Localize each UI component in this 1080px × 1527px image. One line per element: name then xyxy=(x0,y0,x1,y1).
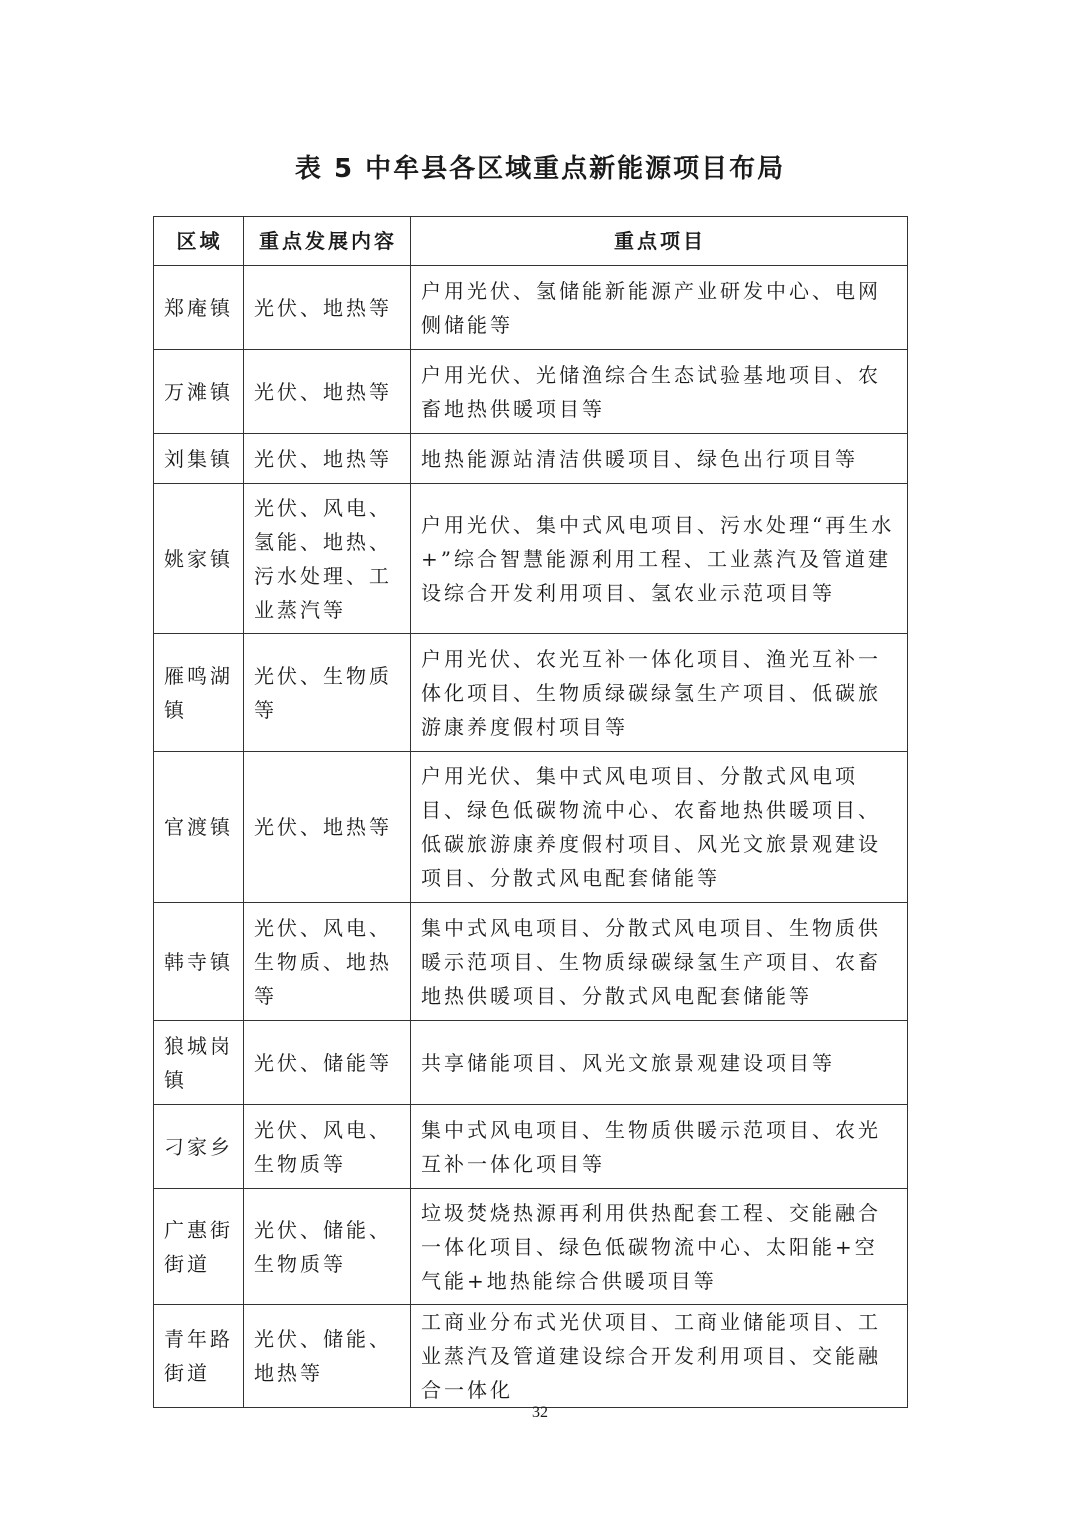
area-cell: 官渡镇 xyxy=(154,752,244,903)
area-cell: 郑庵镇 xyxy=(154,266,244,350)
content-cell: 光伏、地热等 xyxy=(244,350,411,434)
projects-cell: 集中式风电项目、分散式风电项目、生物质供暖示范项目、生物质绿碳绿氢生产项目、农畜地热供暖项目、分散式风电配套储能等 xyxy=(411,903,908,1021)
projects-cell: 工商业分布式光伏项目、工商业储能项目、工业蒸汽及管道建设综合开发利用项目、交能融合一体化 xyxy=(411,1305,908,1408)
table-title: 表 5 中牟县各区域重点新能源项目布局 xyxy=(294,154,786,184)
area-cell: 青年路街道 xyxy=(154,1305,244,1408)
table-row xyxy=(154,903,908,1021)
area-cell: 雁鸣湖镇 xyxy=(154,634,244,752)
table-row xyxy=(154,350,908,434)
projects-cell: 户用光伏、氢储能新能源产业研发中心、电网侧储能等 xyxy=(411,266,908,350)
projects-cell: 集中式风电项目、生物质供暖示范项目、农光互补一体化项目等 xyxy=(411,1105,908,1189)
projects-cell: 户用光伏、农光互补一体化项目、渔光互补一体化项目、生物质绿碳绿氢生产项目、低碳旅游康养度假村项目等 xyxy=(411,634,908,752)
content-cell: 光伏、风电、生物质、地热等 xyxy=(244,903,411,1021)
area-cell: 刁家乡 xyxy=(154,1105,244,1189)
header-projects: 重点项目 xyxy=(411,217,908,266)
table-row xyxy=(154,634,908,752)
content-cell: 光伏、风电、氢能、地热、污水处理、工业蒸汽等 xyxy=(244,484,411,634)
projects-cell: 垃圾焚烧热源再利用供热配套工程、交能融合一体化项目、绿色低碳物流中心、太阳能+空气能+地热能综合供暖项目等 xyxy=(411,1189,908,1305)
table-row xyxy=(154,1105,908,1189)
projects-cell: 户用光伏、集中式风电项目、污水处理“再生水+”综合智慧能源利用工程、工业蒸汽及管道建设综合开发利用项目、氢农业示范项目等 xyxy=(411,484,908,634)
content-cell: 光伏、储能、生物质等 xyxy=(244,1189,411,1305)
header-content: 重点发展内容 xyxy=(244,217,411,266)
content-cell: 光伏、储能、地热等 xyxy=(244,1305,411,1408)
area-cell: 广惠街街道 xyxy=(154,1189,244,1305)
area-cell: 万滩镇 xyxy=(154,350,244,434)
content-cell: 光伏、地热等 xyxy=(244,266,411,350)
projects-cell: 户用光伏、集中式风电项目、分散式风电项目、绿色低碳物流中心、农畜地热供暖项目、低碳旅游康养度假村项目、风光文旅景观建设项目、分散式风电配套储能等 xyxy=(411,752,908,903)
table-row xyxy=(154,752,908,903)
content-cell: 光伏、地热等 xyxy=(244,752,411,903)
table-row xyxy=(154,484,908,634)
content-cell: 光伏、储能等 xyxy=(244,1021,411,1105)
page-number: 32 xyxy=(532,1404,548,1421)
content-cell: 光伏、风电、生物质等 xyxy=(244,1105,411,1189)
table-row xyxy=(154,1189,908,1305)
header-area: 区域 xyxy=(154,217,244,266)
content-cell: 光伏、生物质等 xyxy=(244,634,411,752)
table-header-row xyxy=(154,217,908,266)
projects-cell: 户用光伏、光储渔综合生态试验基地项目、农畜地热供暖项目等 xyxy=(411,350,908,434)
table-row xyxy=(154,1305,908,1408)
projects-cell: 地热能源站清洁供暖项目、绿色出行项目等 xyxy=(411,434,908,484)
area-cell: 姚家镇 xyxy=(154,484,244,634)
area-cell: 韩寺镇 xyxy=(154,903,244,1021)
table-row xyxy=(154,434,908,484)
area-cell: 刘集镇 xyxy=(154,434,244,484)
table-row xyxy=(154,1021,908,1105)
content-cell: 光伏、地热等 xyxy=(244,434,411,484)
projects-cell: 共享储能项目、风光文旅景观建设项目等 xyxy=(411,1021,908,1105)
area-cell: 狼城岗镇 xyxy=(154,1021,244,1105)
table-row xyxy=(154,266,908,350)
project-layout-table xyxy=(153,216,908,1408)
